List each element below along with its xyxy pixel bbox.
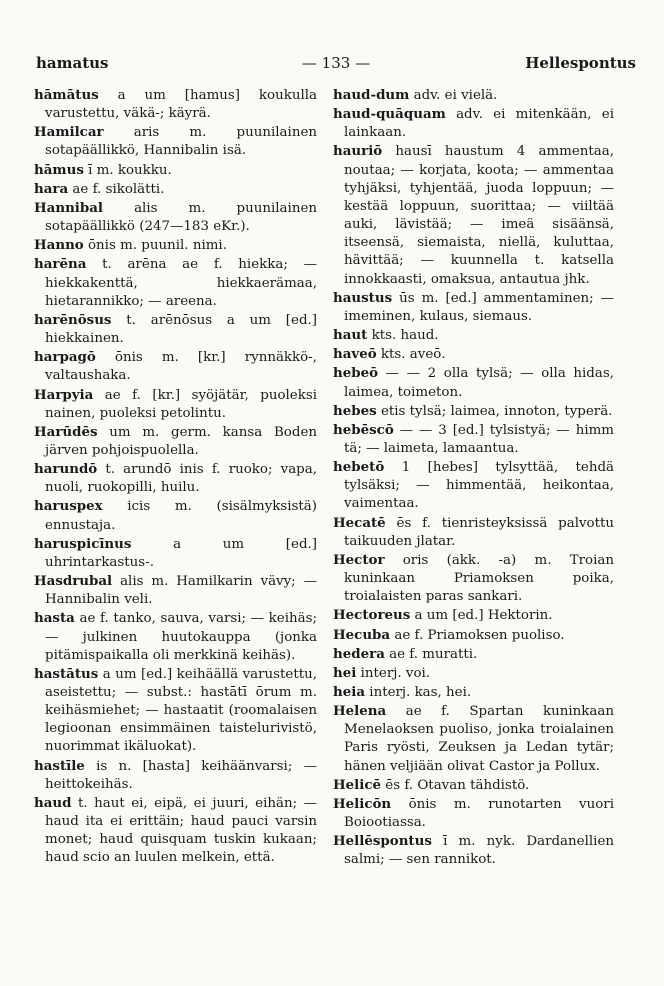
entry-definition: ōnis m. runotarten vuori Boiootiassa. <box>344 796 614 831</box>
entry-headword: hauriō <box>333 143 383 160</box>
entry-headword: Hellēspontus <box>333 833 432 850</box>
entry-headword: Hectoreus <box>333 607 411 624</box>
entry-headword: harēna <box>34 256 87 273</box>
right-column <box>333 86 614 870</box>
entry-definition: ae f. sikolätti. <box>68 181 165 197</box>
entry-definition: oris (akk. -a) m. Troian kuninkaan Priamoksen poika, troialaisten paras sankari. <box>344 552 614 605</box>
entry-definition: is n. [hasta] keihäänvarsi; — heittokeihäs. <box>45 758 317 792</box>
page-number: — 133 — <box>301 54 371 72</box>
dictionary-entry <box>34 86 317 123</box>
dictionary-entry <box>333 664 614 683</box>
dictionary-entry <box>333 776 614 795</box>
entry-definition: t. arundō inis f. ruoko; vapa, nuoli, ruokopilli, huilu. <box>45 462 317 496</box>
dictionary-entry <box>333 645 614 664</box>
dictionary-entry <box>333 289 614 326</box>
dictionary-entry <box>333 402 614 421</box>
entry-headword: Harūdēs <box>34 423 98 440</box>
entry-headword: Hecatē <box>333 514 386 531</box>
dictionary-entry <box>333 606 614 625</box>
dictionary-entry <box>34 497 317 534</box>
dictionary-entry <box>333 458 614 513</box>
entry-definition: t. haut ei, eipä, ei juuri, eihän; — haud ita ei erittäin; haud pauci varsin monet; haud quisquam tuskin kukaan; haud scio an luulen melkein, että. <box>45 795 317 866</box>
entry-definition: ēs f. Otavan tähdistö. <box>381 777 530 793</box>
entry-headword: Hasdrubal <box>34 573 113 590</box>
dictionary-entry <box>333 326 614 345</box>
entry-definition: hausī haustum 4 ammentaa, noutaa; — korjata, koota; — ammentaa tyhjäksi, tyhjentää, juoda loppuun; — kestää loppuun, suorittaa; — viiltää auki, lävistää; — imeä sisäänsä, itseensä, siemaista, niellä, kuluttaa, hävittää; — kuunnella t. katsella innokkaasti, omaksua, antautua jhk. <box>344 144 614 287</box>
entry-headword: Hecuba <box>333 626 391 643</box>
entry-headword: hebetō <box>333 459 385 476</box>
entry-headword: Harpyia <box>34 386 94 403</box>
entry-headword: Hannibal <box>34 199 104 216</box>
entry-headword: Hanno <box>34 237 84 254</box>
entry-headword: haruspicīnus <box>34 535 132 552</box>
entry-definition: ae f. muratti. <box>384 646 478 662</box>
dictionary-entry <box>34 423 317 460</box>
entry-definition: — — 3 [ed.] tylsistyä; — himm tä; — laimeta, lamaantua. <box>344 422 614 456</box>
dictionary-entry <box>34 460 317 497</box>
entry-headword: Helicōn <box>333 795 392 812</box>
dictionary-entry <box>333 105 614 142</box>
dictionary-entry <box>34 348 317 385</box>
entry-headword: harpagō <box>34 349 96 366</box>
left-column <box>34 86 317 868</box>
entry-definition: interj. kas, hei. <box>365 685 472 700</box>
entry-definition: — — 2 olla tylsä; — olla hidas, laimea, toimeton. <box>344 366 614 400</box>
entry-headword: Hamilcar <box>34 124 104 141</box>
entry-definition: ēs f. tienristeyksissä palvottu taikuuden jlatar. <box>344 515 614 549</box>
entry-definition: alis m. Hamilkarin vävy; — Hannibalin veli. <box>45 574 317 608</box>
entry-definition: ae f. Spartan kuninkaan Menelaoksen puoliso, jonka troialainen Paris ryösti, Zeuksen ja Ledan tytär; hänen veljiään olivat Castor ja Pollux. <box>344 704 614 774</box>
dictionary-entry <box>34 236 317 255</box>
dictionary-entry <box>34 665 317 757</box>
dictionary-entry <box>34 180 317 199</box>
entry-headword: haveō <box>333 346 377 363</box>
entry-definition: ae f. tanko, sauva, varsi; — keihäs; — julkinen huutokauppa (jonka pitämispaikalla oli merkkinä keihäs). <box>45 611 317 663</box>
entry-definition: um m. germ. kansa Boden järven pohjoispuolella. <box>45 424 317 458</box>
dictionary-entry <box>333 345 614 364</box>
entry-definition: interj. voi. <box>356 665 431 681</box>
entry-definition: etis tylsä; laimea, innoton, typerä. <box>376 403 613 419</box>
entry-headword: haut <box>333 327 368 344</box>
entry-headword: harundō <box>34 461 98 478</box>
dictionary-entry <box>34 123 317 160</box>
entry-definition: 1 [hebes] tylsyttää, tehdä tylsäksi; — himmentää, heikontaa, vaimentaa. <box>344 460 614 512</box>
entry-headword: harēnōsus <box>34 311 112 328</box>
dictionary-entry <box>34 311 317 348</box>
entry-definition: t. arēna ae f. hiekka; — hiekkakenttä, hiekkaerämaa, hietarannikko; — areena. <box>45 257 317 309</box>
entry-headword: haruspex <box>34 498 103 515</box>
entry-headword: Hector <box>333 551 385 568</box>
dictionary-entry <box>34 572 317 609</box>
entry-definition: adv. ei mitenkään, ei lainkaan. <box>344 107 614 141</box>
dictionary-entry <box>333 551 614 606</box>
entry-definition: a um [ed.] uhrintarkastus-. <box>45 536 317 570</box>
entry-headword: heia <box>333 684 366 700</box>
entry-headword: hastīle <box>34 757 85 774</box>
entry-definition: kts. aveō. <box>376 347 446 363</box>
entry-definition: adv. ei vielä. <box>409 88 498 103</box>
entry-headword: Helicē <box>333 776 382 793</box>
entry-definition: ōnis m. puunil. nimi. <box>83 238 227 254</box>
entry-headword: hastātus <box>34 665 99 682</box>
dictionary-entry <box>333 142 614 288</box>
dictionary-entry <box>333 421 614 458</box>
dictionary-entry <box>333 702 614 776</box>
entry-headword: hebēscō <box>333 421 394 438</box>
entry-definition: ī m. nyk. Dardanellien salmi; — sen rannikot. <box>344 834 614 868</box>
entry-definition: icis m. (sisälmyksistä) ennustaja. <box>45 499 317 533</box>
entry-headword: hasta <box>34 610 75 627</box>
header-right-guideword: Hellespontus <box>525 54 636 72</box>
entry-definition: a um [ed.] keihäällä varustettu, aseistettu; — subst.: hastātī ōrum m. keihäsmiehet; — hastaatit (roomalaisen legioonan ensimmäinen taistelurivistö, nuorimmat ikäluokat). <box>45 666 317 755</box>
entry-headword: hei <box>333 664 357 681</box>
entry-definition: ī m. koukku. <box>83 162 172 178</box>
entry-headword: hebes <box>333 402 377 419</box>
dictionary-entry <box>34 255 317 310</box>
dictionary-entry <box>34 535 317 572</box>
dictionary-entry <box>34 386 317 423</box>
entry-definition: kts. haud. <box>367 328 439 344</box>
dictionary-entry <box>333 626 614 645</box>
entry-definition: t. arēnōsus a um [ed.] hiekkainen. <box>45 312 317 347</box>
entry-headword: hāmātus <box>34 87 99 103</box>
entry-definition: aris m. puunilainen sotapäällikkö, Hannibalin isä. <box>45 125 317 159</box>
page-header <box>36 54 636 78</box>
dictionary-entry <box>333 514 614 551</box>
dictionary-entry <box>34 794 317 868</box>
entry-definition: ae f. [kr.] syöjätär, puoleksi nainen, puoleksi petolintu. <box>45 387 317 421</box>
entry-headword: hara <box>34 180 69 197</box>
entry-headword: hedera <box>333 645 385 662</box>
entry-definition: a um [hamus] koukulla varustettu, väkä-; käyrä. <box>45 88 317 122</box>
entry-headword: haud-dum <box>333 87 410 103</box>
entry-definition: alis m. puunilainen sotapäällikkö (247—183 eKr.). <box>45 200 317 235</box>
entry-headword: Helena <box>333 703 387 720</box>
dictionary-entry <box>333 364 614 401</box>
dictionary-entry <box>333 683 614 702</box>
header-left-guideword: hamatus <box>36 54 109 72</box>
dictionary-entry <box>34 757 317 794</box>
dictionary-entry <box>333 795 614 832</box>
dictionary-entry <box>34 609 317 664</box>
entry-definition: ae f. Priamoksen puoliso. <box>390 627 565 643</box>
dictionary-entry <box>333 832 614 869</box>
entry-headword: haud-quāquam <box>333 106 446 123</box>
entry-definition: ōnis m. [kr.] rynnäkkö-, valtaushaka. <box>45 350 317 384</box>
entry-headword: haustus <box>333 289 393 306</box>
entry-definition: ūs m. [ed.] ammentaminen; — imeminen, kulaus, siemaus. <box>344 290 614 324</box>
dictionary-entry <box>34 161 317 180</box>
dictionary-entry <box>34 199 317 236</box>
entry-headword: hebeō <box>333 365 379 382</box>
entry-headword: hāmus <box>34 161 84 178</box>
entry-headword: haud <box>34 794 72 811</box>
entry-definition: a um [ed.] Hektorin. <box>410 608 553 624</box>
dictionary-entry <box>333 86 614 105</box>
